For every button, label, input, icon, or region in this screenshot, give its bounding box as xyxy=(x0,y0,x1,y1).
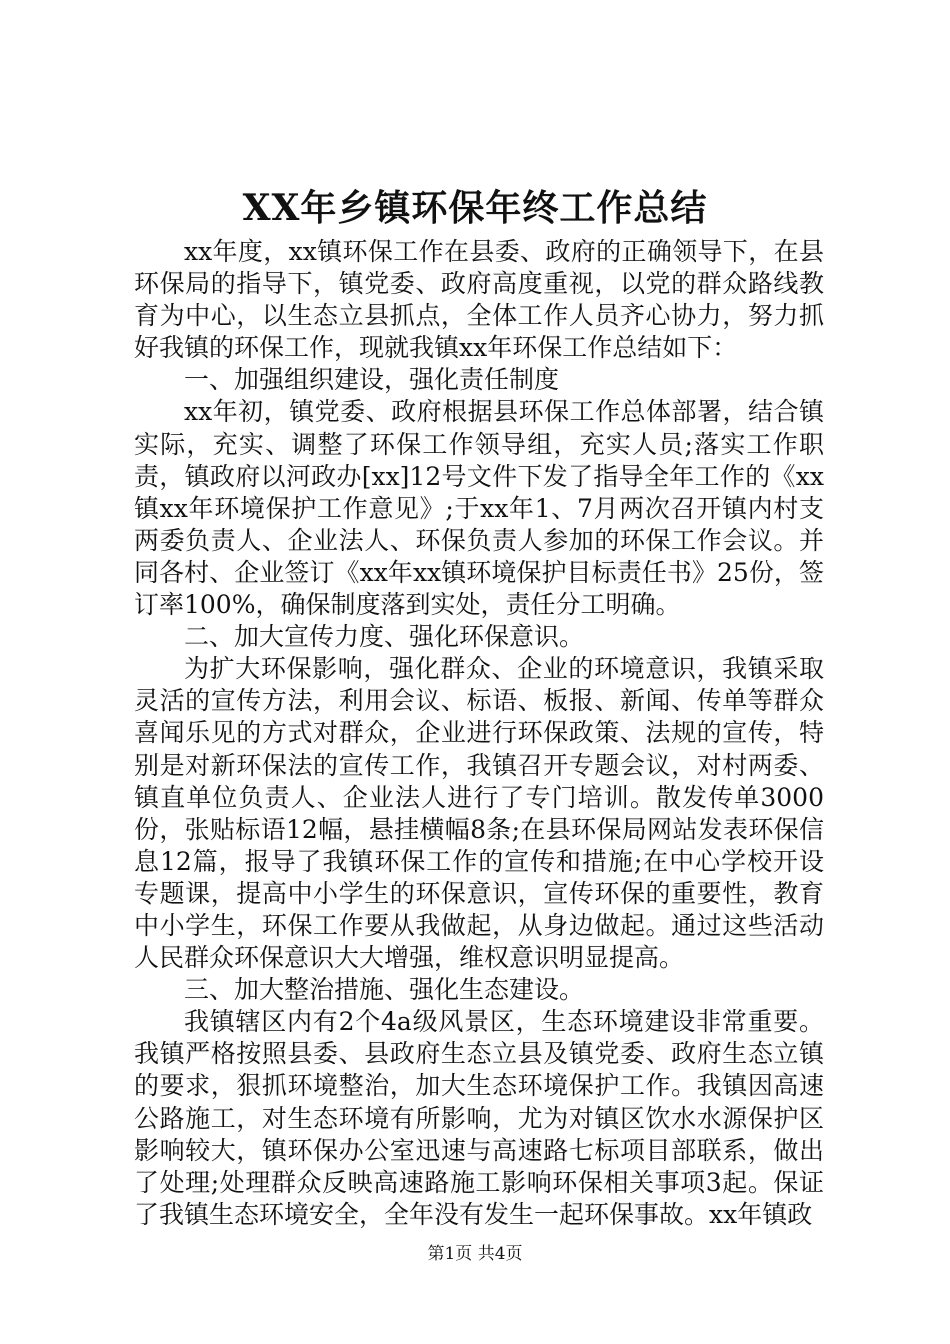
section-heading-2: 二、加大宣传力度、强化环保意识。 xyxy=(184,622,585,652)
section-heading-1: 一、加强组织建设，强化责任制度 xyxy=(184,365,560,395)
section-heading-3: 三、加大整治措施、强化生态建设。 xyxy=(184,975,585,1005)
section-3-paragraph: 我镇辖区内有2个4a级风景区，生态环境建设非常重要。我镇严格按照县委、县政府生态立县及镇党委、政府生态立镇的要求，狠抓环境整治，加大生态环境保护工作。我镇因高速公路施工，对生态环境有所影响，尤为对镇区饮水水源保护区影响较大，镇环保办公室迅速与高速路七标项目部联系，做出了处理;处理群众反映高速路施工影响环保相关事项3起。保证了我镇生态环境安全，全年没有发生一起环保事故。xx年镇政 xyxy=(134,1007,824,1229)
page-footer: 第1页 共4页 xyxy=(427,1244,523,1264)
section-2-paragraph: 为扩大环保影响，强化群众、企业的环境意识，我镇采取灵活的宣传方法，利用会议、标语、板报、新闻、传单等群众喜闻乐见的方式对群众，企业进行环保政策、法规的宣传，特别是对新环保法的宣传工作，我镇召开专题会议，对村两委、镇直单位负责人、企业法人进行了专门培训。散发传单3000份，张贴标语12幅，悬挂横幅8条;在县环保局网站发表环保信息12篇，报导了我镇环保工作的宣传和措施;在中心学校开设专题课，提高中小学生的环保意识，宣传环保的重要性，教育中小学生，环保工作要从我做起，从身边做起。通过这些活动人民群众环保意识大大增强，维权意识明显提高。 xyxy=(134,654,824,973)
document-body xyxy=(134,236,824,1231)
section-1-paragraph: xx年初，镇党委、政府根据县环保工作总体部署，结合镇实际，充实、调整了环保工作领导组，充实人员;落实工作职责，镇政府以河政办[xx]12号文件下发了指导全年工作的《xx镇xx年环境保护工作意见》;于xx年1、7月两次召开镇内村支两委负责人、企业法人、环保负责人参加的环保工作会议。并同各村、企业签订《xx年xx镇环境保护目标责任书》25份，签订率100%，确保制度落到实处，责任分工明确。 xyxy=(134,397,824,620)
document-title: XX年乡镇环保年终工作总结 xyxy=(242,187,708,229)
intro-paragraph: xx年度，xx镇环保工作在县委、政府的正确领导下，在县环保局的指导下，镇党委、政府高度重视，以党的群众路线教育为中心，以生态立县抓点，全体工作人员齐心协力，努力抓好我镇的环保工作，现就我镇xx年环保工作总结如下： xyxy=(134,237,824,363)
